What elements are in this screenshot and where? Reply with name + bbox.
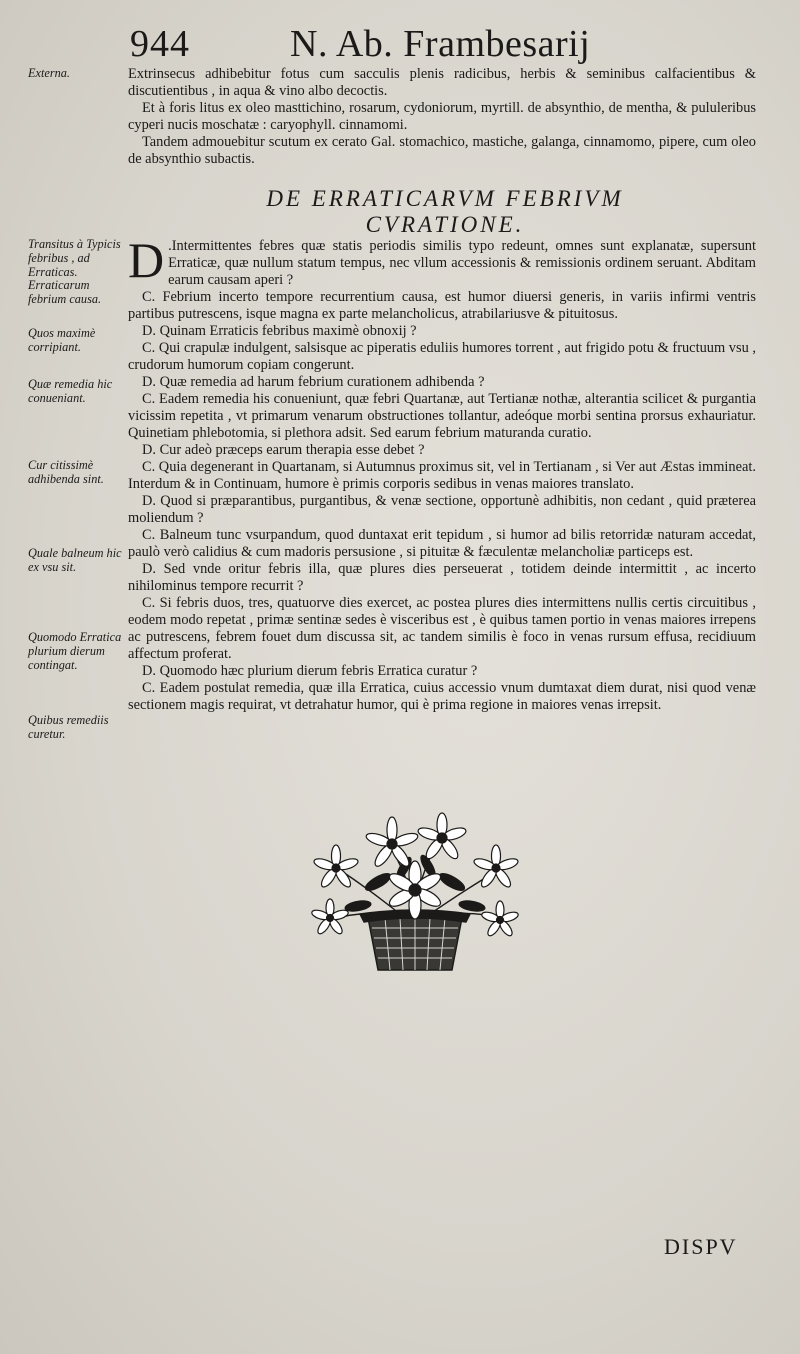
- drop-cap: D: [128, 232, 165, 288]
- section-title: [130, 186, 760, 238]
- dialogue-paragraph: D. Quomodo hæc plurium dierum febris Erratica curatur ?: [142, 663, 478, 679]
- dialogue-paragraph: C. Si febris duos, tres, quatuorve dies exercet, ac postea plures dies intermittens nullis certis circuitibus , eodem modo repetat , primæ sentinæ sedes è visceribus est , è quibus tamen portio in venas maiores irrepens ac putrescens, febrem fouet dum discussa sit, ac tandem similis è foco in venas rursum effusa, recidiuum affectum proferat.: [128, 595, 756, 662]
- dialogue-paragraph: D. Quod si præparantibus, purgantibus, & venæ sectione, opportunè adhibitis, non cedant , quid præterea moliendum ?: [128, 493, 756, 526]
- margin-note: Quale balneum hic ex vsu sit.: [28, 546, 122, 574]
- dialogue-paragraph: D. Sed vnde oritur febris illa, quæ plures dies perseuerat , totidem deinde intermittit , ac incerto nihilominus tempore recurrit ?: [128, 561, 756, 594]
- intro-paragraph: Tandem admouebitur scutum ex cerato Gal. stomachico, mastiche, galanga, cinnamomo, pipere, cum oleo de absynthio subactis.: [128, 134, 756, 167]
- section-title-line-2: CVRATIONE.: [365, 212, 525, 237]
- section-title-line-1: DE ERRATICARVM FEBRIVM: [266, 186, 624, 211]
- dialogue-paragraph: D. Cur adeò præceps earum therapia esse debet ?: [142, 442, 425, 458]
- dialogue-paragraph: C. Eadem remedia his conueniunt, quæ febri Quartanæ, aut Tertianæ nothæ, alterantia scilicet & purgantia vicissim repetita , vt primarum venarum obstructiones tollantur, adeóque morbi sentina prorsus exhauriatur. Quinetiam phlebotomia, si plethora adsit. Sed earum febrium maturanda curatio.: [128, 391, 756, 441]
- margin-note: Externa.: [28, 66, 71, 80]
- margin-note: Quibus remediis curetur.: [28, 713, 109, 741]
- dialogue-paragraph: D. Quinam Erraticis febribus maximè obnoxij ?: [142, 323, 417, 339]
- intro-text: [128, 66, 756, 168]
- dialogue-paragraph: C. Febrium incerto tempore recurrentium causa, est humor diuersi generis, in variis infirmi ventris partibus putrescens, isque magna ex parte melancholicus, atrabilariusve & pituitosus.: [128, 289, 756, 322]
- dialogue-paragraph: C. Qui crapulæ indulgent, salsisque ac piperatis eduliis humores torrent , aut frigido potu & fructuum vsu , crudorum humorum copiam congerunt.: [128, 340, 756, 373]
- margin-note: Cur citissimè adhibenda sint.: [28, 458, 104, 486]
- dialogue-paragraph: C. Eadem postulat remedia, quæ illa Erratica, cuius accessio vnum dumtaxat diem durat, nisi quod venæ sectionem magis requirat, vt detrahatur humor, qui è prima regione in maiores venas irrepsit.: [128, 680, 756, 713]
- page-header: [130, 22, 760, 72]
- dialogue-paragraph: C. Quia degenerant in Quartanam, si Autumnus proximus sit, vel in Tertianam , si Ver aut Æstas immineat. Interdum & in Continuam, humore è primis corporis sedibus in venas maiores translato.: [128, 459, 756, 492]
- margin-note: Quomodo Erratica plurium dierum contingat.: [28, 630, 122, 672]
- flower-basket-ornament-icon: [300, 810, 530, 980]
- intro-paragraph: Extrinsecus adhibebitur fotus cum sacculis plenis radicibus, herbis & seminibus calfacientibus & discutientibus , in aqua & vino albo decoctis.: [128, 66, 756, 99]
- dialogue-paragraph: D. Quæ remedia ad harum febrium curationem adhibenda ?: [142, 374, 485, 390]
- running-title: N. Ab. Frambesarij: [290, 23, 591, 65]
- margin-note: Quæ remedia hic conueniant.: [28, 377, 113, 405]
- margin-note: Quos maximè corripiant.: [28, 326, 96, 354]
- intro-paragraph: Et à foris litus ex oleo masttichino, rosarum, cydoniorum, myrtill. de absynthio, de mentha, & pululeribus cyperi nucis moschatæ : caryophyll. cinnamomi.: [128, 100, 756, 133]
- dialogue-paragraph: C. Balneum tunc vsurpandum, quod duntaxat erit tepidum , si humor ad bilis retorridæ naturam accedat, paulò verò calidius & cum madoris persusione , si pituitæ & fæculentæ melancholiæ particeps est.: [128, 527, 756, 560]
- margin-note: Erraticarum febrium causa.: [28, 278, 102, 306]
- page-number: 944: [130, 23, 190, 65]
- opening-paragraph: .Intermittentes febres quæ statis periodis similis typo redeunt, omnes sunt explanatæ, supersunt Erraticæ, quæ nullum statum tempus, nec vllum accessionis & remissionis ordinem seruant. Abditam earum causam aperi ?: [168, 238, 756, 288]
- catchword: DISPV: [664, 1234, 738, 1259]
- margin-note: Transitus à Typicis febribus , ad Erraticas.: [28, 237, 121, 279]
- section-body: [128, 232, 756, 714]
